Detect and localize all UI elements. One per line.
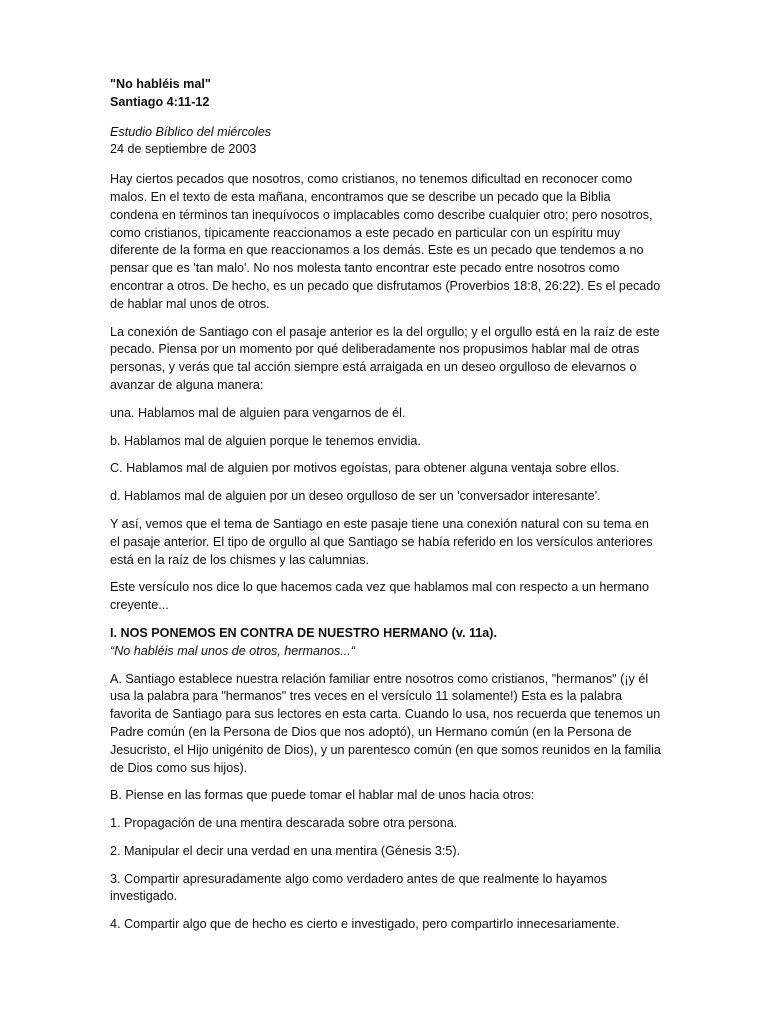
list-item-b: b. Hablamos mal de alguien porque le tenemos envidia. xyxy=(110,433,421,448)
list-item-1: 1. Propagación de una mentira descarada sobre otra persona. xyxy=(110,816,458,831)
document-page xyxy=(110,76,662,944)
section-1-heading: I. NOS PONEMOS EN CONTRA DE NUESTRO HERMANO (v. 11a). xyxy=(110,625,497,640)
paragraph-intro: Hay ciertos pecados que nosotros, como cristianos, no tenemos dificultad en reconocer como malos. En el texto de esta mañana, encontramos que se describe un pecado que la Biblia condena en términos tan inequívocos o implacables como describe cualquier otro; pero nosotros, como cristianos, típicamente reaccionamos a este pecado en particular con un espíritu muy diferente de la forma en que reaccionamos a los demás. Este es un pecado que tendemos a no pensar que es 'tan malo'. No nos molesta tanto encontrar este pecado entre nosotros como encontrar a otros. De hecho, es un pecado que disfrutamos (Proverbios 18:8, 26:22). Es el pecado de hablar mal unos de otros. xyxy=(110,172,661,311)
paragraph-connection: La conexión de Santiago con el pasaje anterior es la del orgullo; y el orgullo está en la raíz de este pecado. Piensa por un momento por qué deliberadamente nos propusimos hablar mal de otras personas, y verás que tal acción siempre está arraigada en un deseo orgulloso de elevarnos o avanzar de alguna manera: xyxy=(110,324,660,392)
list-item-2: 2. Manipular el decir una verdad en una mentira (Génesis 3:5). xyxy=(110,843,461,858)
scripture-reference: Santiago 4:11-12 xyxy=(110,94,210,109)
study-date: 24 de septiembre de 2003 xyxy=(110,142,257,157)
document-title: "No habléis mal" xyxy=(110,77,211,91)
meta-block xyxy=(110,124,662,160)
title-block xyxy=(110,76,662,112)
paragraph-theme: Y así, vemos que el tema de Santiago en este pasaje tiene una conexión natural con su tema en el pasaje anterior. El tipo de orgullo al que Santiago se había referido en los versículos anteriores está en la raíz de los chismes y las calumnias. xyxy=(110,516,653,567)
list-item-a: una. Hablamos mal de alguien para vengarnos de él. xyxy=(110,405,406,420)
paragraph-b: B. Piense en las formas que puede tomar el hablar mal de unos hacia otros: xyxy=(110,788,535,803)
list-item-3: 3. Compartir apresuradamente algo como verdadero antes de que realmente lo hayamos investigado. xyxy=(110,871,608,904)
section-1 xyxy=(110,625,662,661)
list-item-d: d. Hablamos mal de alguien por un deseo orgulloso de ser un 'conversador interesante'. xyxy=(110,489,601,504)
paragraph-verse: Este versículo nos dice lo que hacemos cada vez que hablamos mal con respecto a un hermano creyente... xyxy=(110,580,650,613)
section-1-quote: “No habléis mal unos de otros, hermanos...“ xyxy=(110,643,355,658)
paragraph-a: A. Santiago establece nuestra relación familiar entre nosotros como cristianos, "hermanos" (¡y él usa la palabra para "hermanos" tres veces en el versículo 11 solamente!) Esta es la palabra favorita de Santiago para sus lectores en esta carta. Cuando lo usa, nos recuerda que tenemos un Padre común (en la Persona de Dios que nos adoptó), un Hermano común (en la Persona de Jesucristo, el Hijo unigénito de Dios), y un parentesco común (en que somos reunidos en la familia de Dios como sus hijos). xyxy=(110,671,661,775)
study-label: Estudio Bíblico del miércoles xyxy=(110,124,271,139)
list-item-4: 4. Compartir algo que de hecho es cierto e investigado, pero compartirlo innecesariamente. xyxy=(110,917,620,932)
list-item-c: C. Hablamos mal de alguien por motivos egoístas, para obtener alguna ventaja sobre ellos. xyxy=(110,461,620,476)
